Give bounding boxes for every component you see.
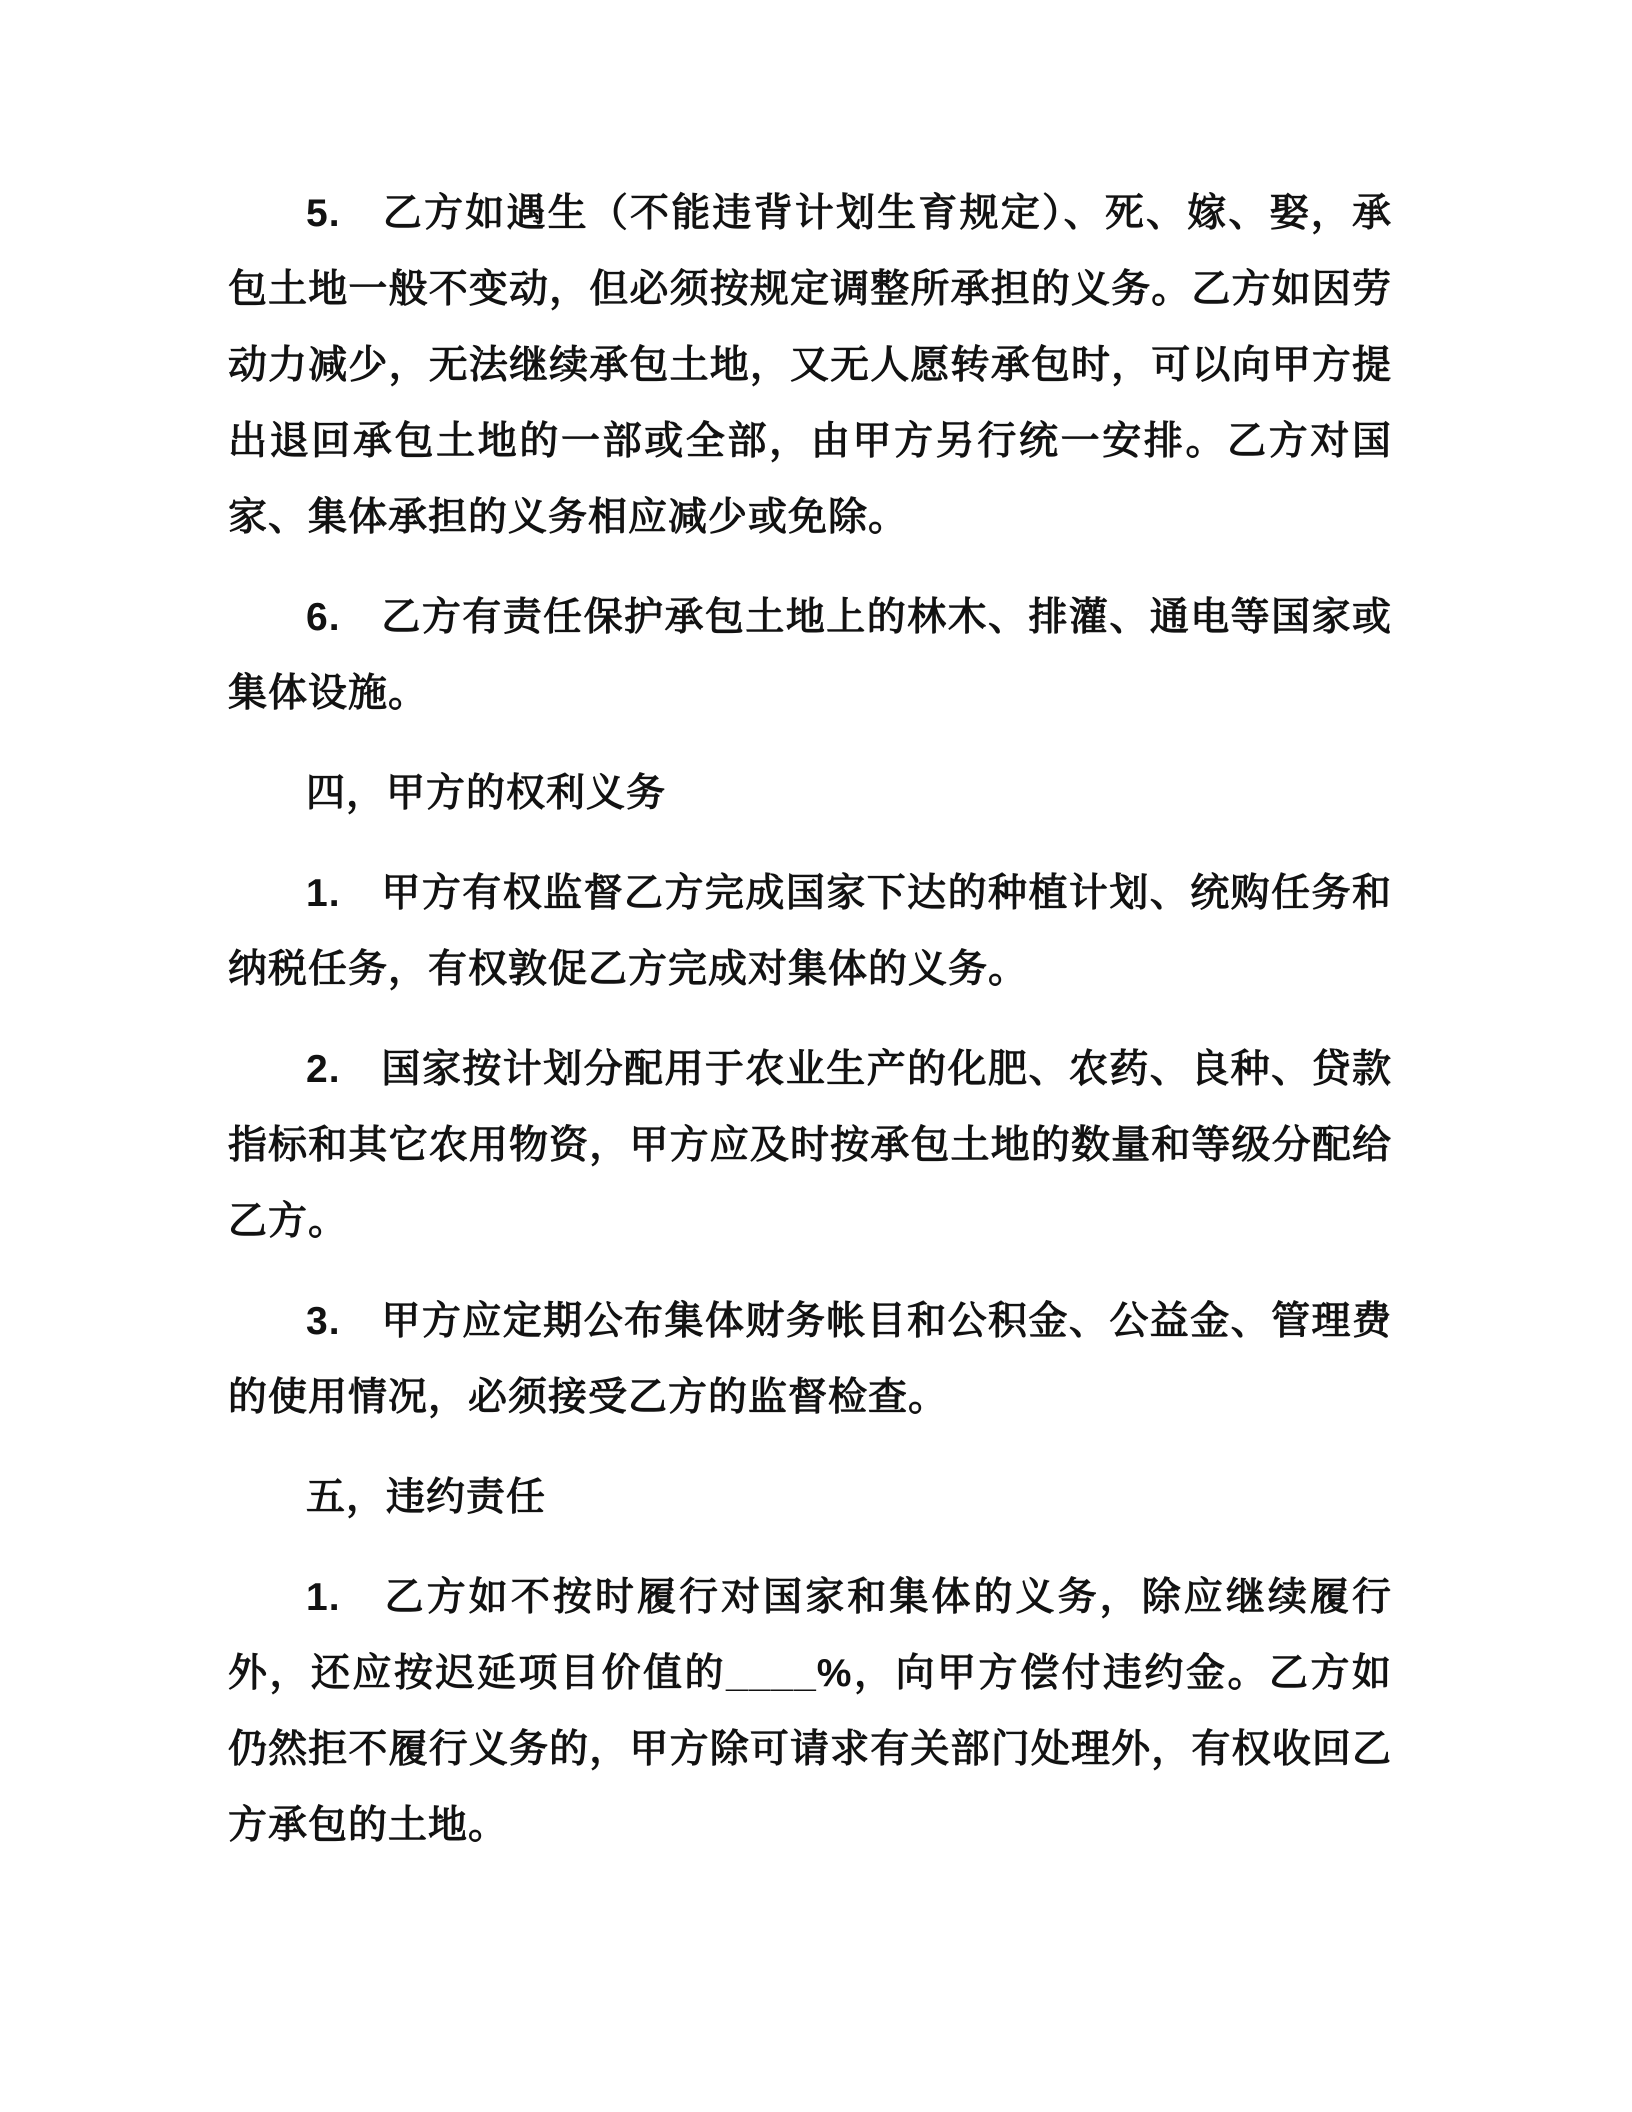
paragraph-clause-5: 5. 乙方如遇生（不能违背计划生育规定）、死、嫁、娶，承包土地一般不变动，但必须按规定调整所承担的义务。乙方如因劳动力减少，无法继续承包土地，又无人愿转承包时，可以向甲方提出退回承包土地的一部或全部，由甲方另行统一安排。乙方对国家、集体承担的义务相应减少或免除。 (228, 192, 1392, 539)
section-heading-4: 四，甲方的权利义务 (306, 772, 667, 815)
paragraph-clause-5-1: 1. 乙方如不按时履行对国家和集体的义务，除应继续履行外，还应按迟延项目价值的____%，向甲方偿付违约金。乙方如仍然拒不履行义务的，甲方除可请求有关部门处理外，有权收回乙方承包的土地。 (228, 1576, 1392, 1847)
paragraph-clause-6: 6. 乙方有责任保护承包土地上的林木、排灌、通电等国家或集体设施。 (228, 596, 1392, 715)
document-body (228, 176, 1392, 1864)
paragraph-clause-4-2: 2. 国家按计划分配用于农业生产的化肥、农药、良种、贷款指标和其它农用物资，甲方应及时按承包土地的数量和等级分配给乙方。 (228, 1048, 1392, 1243)
paragraph-clause-4-3: 3. 甲方应定期公布集体财务帐目和公积金、公益金、管理费的使用情况，必须接受乙方的监督检查。 (228, 1300, 1392, 1419)
section-heading-5: 五，违约责任 (306, 1476, 547, 1519)
paragraph-clause-4-1: 1. 甲方有权监督乙方完成国家下达的种植计划、统购任务和纳税任务，有权敦促乙方完成对集体的义务。 (228, 872, 1392, 991)
